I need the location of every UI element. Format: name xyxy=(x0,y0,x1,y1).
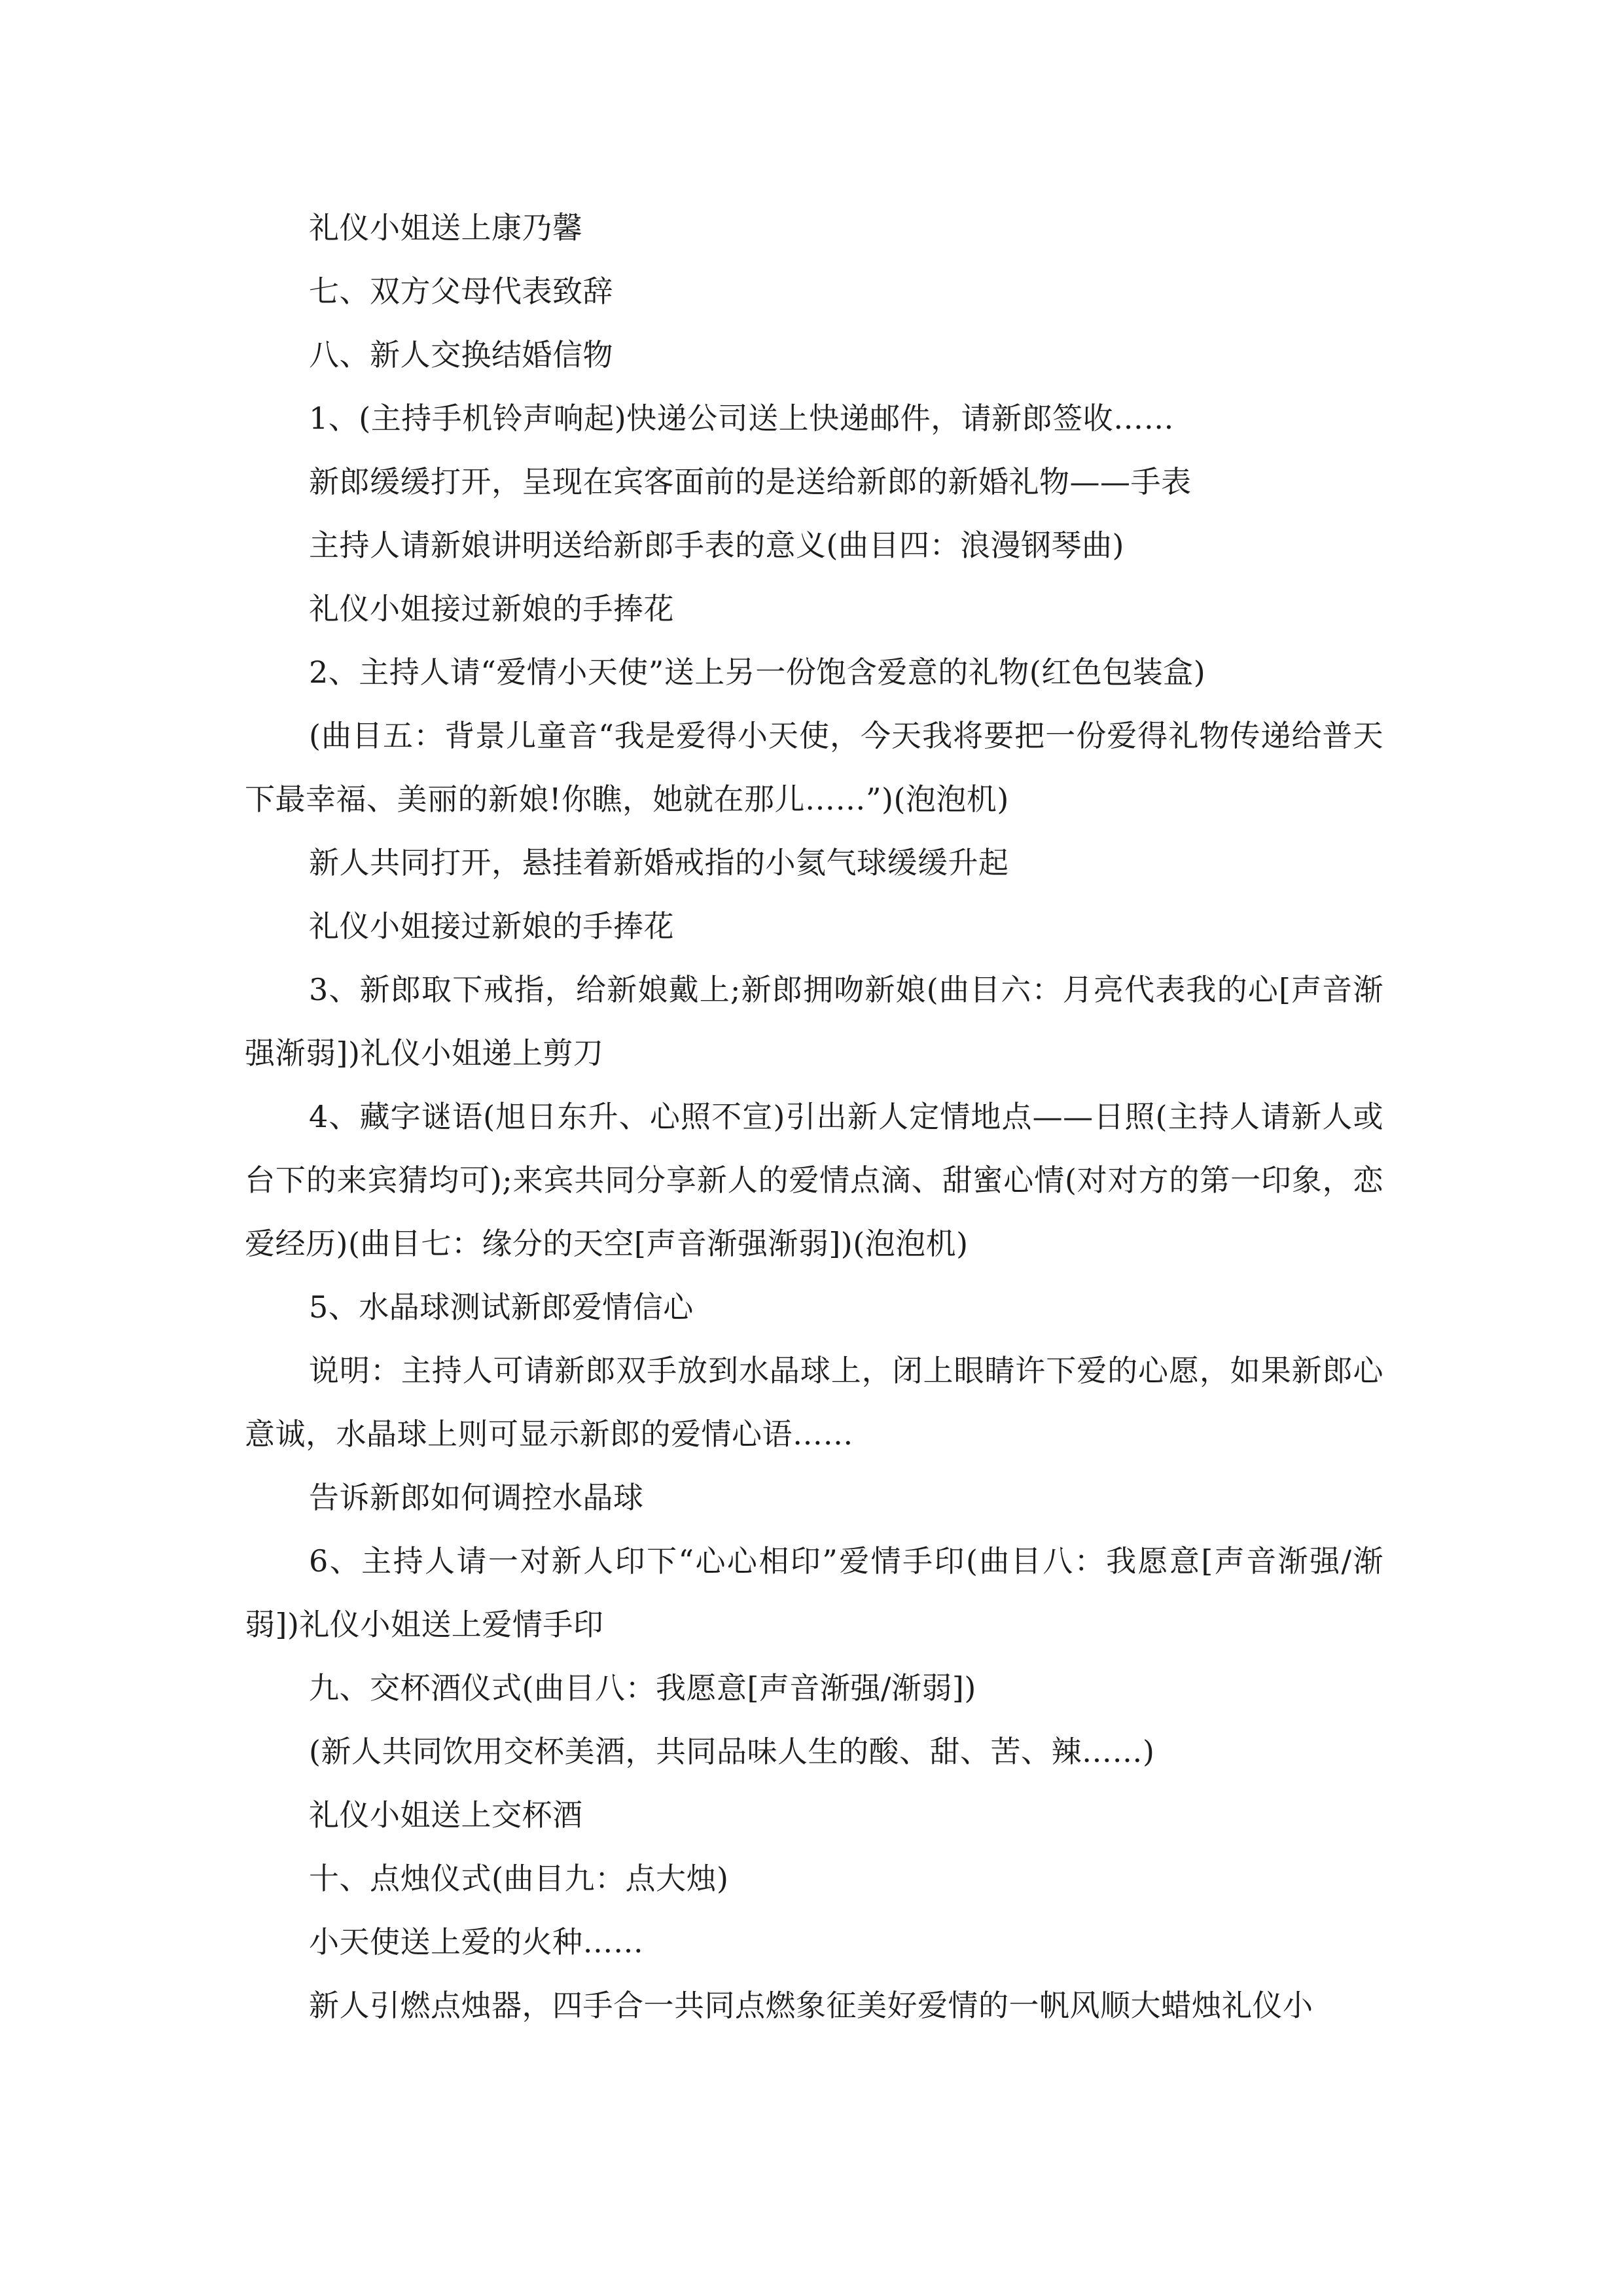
paragraph: 新人引燃点烛器，四手合一共同点燃象征美好爱情的一帆风顺大蜡烛礼仪小 xyxy=(309,1988,1313,2023)
paragraph: 八、新人交换结婚信物 xyxy=(309,337,613,372)
paragraph: 十、点烛仪式(曲目九：点大烛) xyxy=(309,1861,729,1896)
paragraph: 礼仪小姐接过新娘的手捧花 xyxy=(309,591,674,626)
paragraph: 礼仪小姐接过新娘的手捧花 xyxy=(309,908,674,944)
paragraph: 九、交杯酒仪式(曲目八：我愿意[声音渐强/渐弱]) xyxy=(309,1670,976,1706)
paragraph: 主持人请新娘讲明送给新郎手表的意义(曲目四：浪漫钢琴曲) xyxy=(309,528,1124,563)
paragraph: 小天使送上爱的火种…… xyxy=(309,1924,644,1960)
paragraph: 礼仪小姐送上交杯酒 xyxy=(309,1797,583,1833)
paragraph: 新郎缓缓打开，呈现在宾客面前的是送给新郎的新婚礼物——手表 xyxy=(309,464,1192,499)
paragraph: 6、主持人请一对新人印下“心心相印”爱情手印(曲目八：我愿意[声音渐强/渐弱])礼仪小姐送上爱情手印 xyxy=(245,1543,1383,1642)
paragraph: 七、双方父母代表致辞 xyxy=(309,274,613,309)
paragraph: 5、水晶球测试新郎爱情信心 xyxy=(309,1289,694,1325)
paragraph: 礼仪小姐送上康乃馨 xyxy=(309,210,583,245)
paragraph: 新人共同打开，悬挂着新婚戒指的小氦气球缓缓升起 xyxy=(309,845,1009,880)
paragraph: (曲目五：背景儿童音“我是爱得小天使，今天我将要把一份爱得礼物传递给普天下最幸福、美丽的新娘!你瞧，她就在那儿……”)(泡泡机) xyxy=(245,718,1383,817)
document-body xyxy=(245,196,1383,2037)
paragraph: 告诉新郎如何调控水晶球 xyxy=(309,1480,644,1515)
paragraph: 4、藏字谜语(旭日东升、心照不宣)引出新人定情地点——日照(主持人请新人或台下的来宾猜均可);来宾共同分享新人的爱情点滴、甜蜜心情(对对方的第一印象，恋爱经历)(曲目七：缘分的天空[声音渐强渐弱])(泡泡机) xyxy=(245,1099,1383,1261)
paragraph: (新人共同饮用交杯美酒，共同品味人生的酸、甜、苦、辣……) xyxy=(309,1734,1155,1769)
paragraph: 3、新郎取下戒指，给新娘戴上;新郎拥吻新娘(曲目六：月亮代表我的心[声音渐强渐弱])礼仪小姐递上剪刀 xyxy=(245,972,1383,1071)
paragraph: 1、(主持手机铃声响起)快递公司送上快递邮件，请新郎签收…… xyxy=(309,401,1175,436)
paragraph: 2、主持人请“爱情小天使”送上另一份饱含爱意的礼物(红色包装盒) xyxy=(309,655,1206,690)
paragraph: 说明：主持人可请新郎双手放到水晶球上，闭上眼睛许下爱的心愿，如果新郎心意诚，水晶球上则可显示新郎的爱情心语…… xyxy=(245,1353,1383,1452)
